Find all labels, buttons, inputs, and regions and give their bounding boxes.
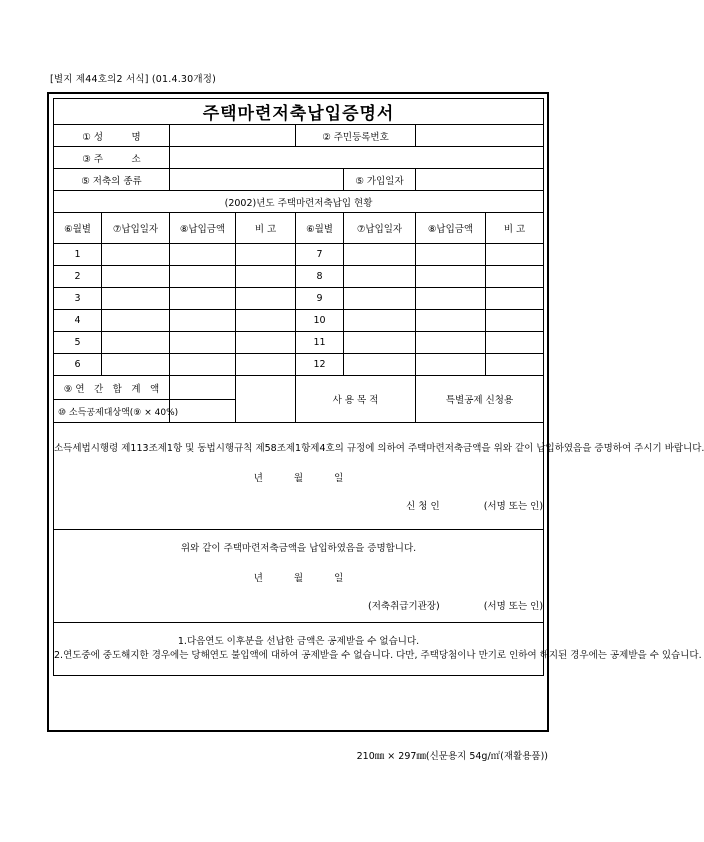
remark-cell[interactable] xyxy=(236,354,296,376)
paydate-cell[interactable] xyxy=(344,354,416,376)
issuer-sign-row xyxy=(54,598,543,612)
amount-cell[interactable] xyxy=(416,332,486,354)
month-cell: 6 xyxy=(54,354,102,376)
col-month-right: ⑥월별 xyxy=(296,213,344,244)
form-reference: [별지 제44호의2 서식] (01.4.30개정) xyxy=(50,74,217,85)
amount-cell[interactable] xyxy=(416,354,486,376)
paydate-cell[interactable] xyxy=(344,288,416,310)
annual-total-label: ⑨ 연 간 합 계 액 xyxy=(54,376,170,400)
month-cell: 5 xyxy=(54,332,102,354)
col-amount-right: ⑧납입금액 xyxy=(416,213,486,244)
applicant-label: 신 청 인 xyxy=(406,500,440,512)
certify-section xyxy=(54,530,544,623)
applicant-sign-row xyxy=(54,498,543,512)
remark-cell[interactable] xyxy=(486,288,544,310)
remark-cell[interactable] xyxy=(486,266,544,288)
paydate-cell[interactable] xyxy=(102,244,170,266)
join-date-field[interactable] xyxy=(416,169,544,191)
certify-text: 위와 같이 주택마련저축금액을 납입하였음을 증명합니다. xyxy=(180,542,417,554)
amount-cell[interactable] xyxy=(416,266,486,288)
amount-cell[interactable] xyxy=(170,288,236,310)
month-cell: 11 xyxy=(296,332,344,354)
col-amount-left: ⑧납입금액 xyxy=(170,213,236,244)
month-cell: 10 xyxy=(296,310,344,332)
paydate-cell[interactable] xyxy=(344,244,416,266)
table-row xyxy=(54,354,544,376)
section-title: (2002)년도 주택마련저축납입 현황 xyxy=(54,191,544,213)
deduction-target-field[interactable] xyxy=(170,400,236,423)
blank-cell xyxy=(236,376,296,423)
amount-cell[interactable] xyxy=(170,354,236,376)
paydate-cell[interactable] xyxy=(344,332,416,354)
request-text: 소득세법시행령 제113조제1항 및 동법시행규칙 제58조제1항제4호의 규정에 의하여 주택마련저축금액을 위와 같이 납입하였음을 증명하여 주시기 바랍니다. xyxy=(54,442,704,454)
certify-date: 년 월 일 xyxy=(253,572,344,584)
col-paydate-left: ⑦납입일자 xyxy=(102,213,170,244)
name-field[interactable] xyxy=(170,125,296,147)
note-item: 1.다음연도 이후분을 선납한 금액은 공제받을 수 없습니다. xyxy=(177,636,420,647)
amount-cell[interactable] xyxy=(170,332,236,354)
table-row xyxy=(54,266,544,288)
paydate-cell[interactable] xyxy=(102,354,170,376)
amount-cell[interactable] xyxy=(170,244,236,266)
remark-cell[interactable] xyxy=(236,310,296,332)
request-date: 년 월 일 xyxy=(253,472,344,484)
annual-total-field[interactable] xyxy=(170,376,236,400)
remark-cell[interactable] xyxy=(236,266,296,288)
note-item: 2.연도중에 중도해지한 경우에는 당해연도 불입액에 대하여 공제받을 수 없습니다. 다만, 주택당첨이나 만기로 인하여 해지된 경우에는 공제받을 수 있습니다. xyxy=(54,650,702,661)
amount-cell[interactable] xyxy=(416,244,486,266)
amount-cell[interactable] xyxy=(170,310,236,332)
remark-cell[interactable] xyxy=(236,332,296,354)
remark-cell[interactable] xyxy=(236,288,296,310)
join-date-label: ⑤ 가입일자 xyxy=(344,169,416,191)
month-cell: 7 xyxy=(296,244,344,266)
paydate-cell[interactable] xyxy=(102,266,170,288)
table-row xyxy=(54,332,544,354)
table-row xyxy=(54,244,544,266)
request-section xyxy=(54,423,704,530)
address-label: ③ 주 소 xyxy=(54,147,170,169)
address-field[interactable] xyxy=(170,147,544,169)
rrn-field[interactable] xyxy=(416,125,544,147)
col-month-left: ⑥월별 xyxy=(54,213,102,244)
paydate-cell[interactable] xyxy=(344,266,416,288)
paydate-cell[interactable] xyxy=(102,310,170,332)
remark-cell[interactable] xyxy=(486,354,544,376)
issuer-sign-note: (서명 또는 인) xyxy=(483,600,544,612)
remark-cell[interactable] xyxy=(486,244,544,266)
applicant-sign-note: (서명 또는 인) xyxy=(483,500,544,512)
col-remark-right: 비 고 xyxy=(486,213,544,244)
col-paydate-right: ⑦납입일자 xyxy=(344,213,416,244)
month-cell: 3 xyxy=(54,288,102,310)
savings-type-field[interactable] xyxy=(170,169,344,191)
form-table xyxy=(53,98,704,676)
remark-cell[interactable] xyxy=(486,310,544,332)
month-cell: 9 xyxy=(296,288,344,310)
month-cell: 8 xyxy=(296,266,344,288)
month-cell: 1 xyxy=(54,244,102,266)
notes-section xyxy=(54,623,702,676)
table-row xyxy=(54,310,544,332)
purpose-label: 사 용 목 적 xyxy=(296,376,416,423)
month-cell: 4 xyxy=(54,310,102,332)
amount-cell[interactable] xyxy=(416,288,486,310)
savings-type-label: ⑤ 저축의 종류 xyxy=(54,169,170,191)
table-row xyxy=(54,288,544,310)
amount-cell[interactable] xyxy=(170,266,236,288)
purpose-value: 특별공제 신청용 xyxy=(416,376,544,423)
remark-cell[interactable] xyxy=(236,244,296,266)
rrn-label: ② 주민등록번호 xyxy=(296,125,416,147)
name-label: ① 성 명 xyxy=(54,125,170,147)
paydate-cell[interactable] xyxy=(102,288,170,310)
deduction-target-label: ⑩ 소득공제대상액(⑨ × 40%) xyxy=(54,400,170,423)
amount-cell[interactable] xyxy=(416,310,486,332)
paydate-cell[interactable] xyxy=(344,310,416,332)
certificate-form xyxy=(47,92,704,732)
issuer-label: (저축취급기관장) xyxy=(368,600,440,612)
col-remark-left: 비 고 xyxy=(236,213,296,244)
document-title: 주택마련저축납입증명서 xyxy=(54,99,544,125)
paper-spec: 210㎜ × 297㎜(신문용지 54g/㎡(재활용품)) xyxy=(356,751,548,762)
paydate-cell[interactable] xyxy=(102,332,170,354)
month-cell: 12 xyxy=(296,354,344,376)
remark-cell[interactable] xyxy=(486,332,544,354)
month-cell: 2 xyxy=(54,266,102,288)
